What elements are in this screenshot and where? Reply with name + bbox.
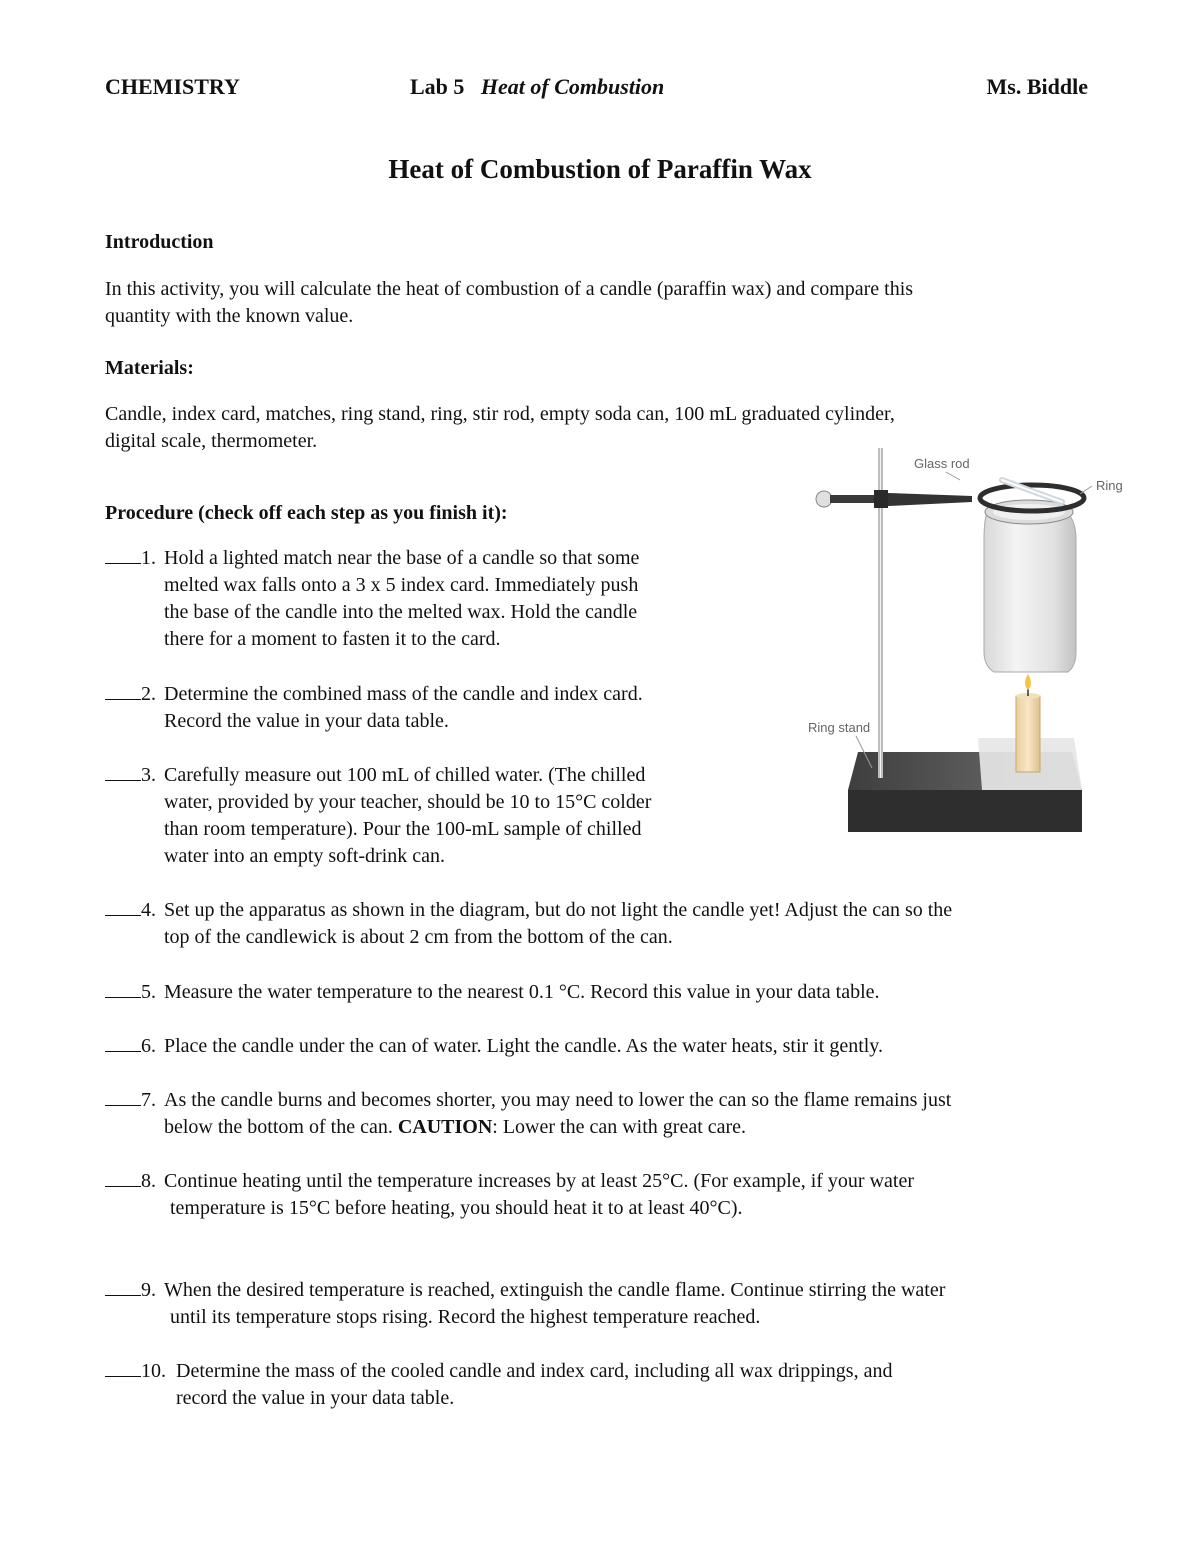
step-number: 1. <box>141 547 156 569</box>
materials-text <box>105 401 895 455</box>
page-title: Heat of Combustion of Paraffin Wax <box>388 154 812 184</box>
step-number: 8. <box>141 1170 156 1192</box>
check-off-blank[interactable] <box>105 764 141 781</box>
step-line: melted wax falls onto a 3 x 5 index card. Immediately push <box>164 574 639 596</box>
step-number: 2. <box>141 683 156 705</box>
step-line: there for a moment to fasten it to the card. <box>164 628 501 650</box>
step-line: Measure the water temperature to the nearest 0.1 °C. Record this value in your data table. <box>164 981 880 1003</box>
lab-title: Heat of Combustion <box>480 74 665 99</box>
step-line: Record the value in your data table. <box>164 710 449 732</box>
glass-rod-leader <box>946 472 960 480</box>
step-number: 10. <box>141 1360 166 1382</box>
step-line: Determine the mass of the cooled candle and index card, including all wax drippings, and <box>176 1360 893 1382</box>
ring-stand-base <box>848 738 1082 832</box>
step-line-text: below the bottom of the can. <box>164 1116 398 1138</box>
step-line <box>164 1114 951 1141</box>
course-name: CHEMISTRY <box>105 74 240 99</box>
introduction-line: In this activity, you will calculate the heat of combustion of a candle (paraffin wax) and compare this <box>105 278 914 300</box>
glass-rod-label: Glass rod <box>914 456 970 471</box>
lab-heading <box>410 74 664 100</box>
procedure-step <box>105 1358 893 1409</box>
step-line: the base of the candle into the melted wax. Hold the candle <box>164 601 638 623</box>
caution-label: CAUTION <box>397 1116 493 1138</box>
step-line: When the desired temperature is reached, extinguish the candle flame. Continue stirring the water <box>164 1279 946 1301</box>
check-off-blank[interactable] <box>105 981 141 998</box>
step-number: 5. <box>141 981 156 1003</box>
step-line: Continue heating until the temperature increases by at least 25°C. (For example, if your water <box>164 1170 914 1192</box>
materials-line: Candle, index card, matches, ring stand, ring, stir rod, empty soda can, 100 mL graduated cylinder, <box>105 403 895 425</box>
introduction-heading: Introduction <box>105 231 214 253</box>
check-off-blank[interactable] <box>105 1360 141 1377</box>
procedure-step <box>105 681 643 732</box>
procedure-step <box>105 762 652 867</box>
procedure-heading: Procedure (check off each step as you finish it): <box>105 502 508 524</box>
step-line: Carefully measure out 100 mL of chilled water. (The chilled <box>164 764 646 786</box>
materials-line: digital scale, thermometer. <box>105 430 318 452</box>
procedure-step <box>105 1087 952 1138</box>
check-off-blank[interactable] <box>105 1035 141 1052</box>
check-off-blank[interactable] <box>105 683 141 700</box>
ring-stand-label: Ring stand <box>808 720 871 735</box>
introduction-line: quantity with the known value. <box>105 305 354 327</box>
step-number: 9. <box>141 1279 156 1301</box>
materials-heading: Materials: <box>105 357 194 379</box>
check-off-blank[interactable] <box>105 547 141 564</box>
procedure-step <box>105 545 640 650</box>
step-line: until its temperature stops rising. Record the highest temperature reached. <box>170 1306 761 1328</box>
ring-label: Ring <box>1096 478 1123 493</box>
procedure-step <box>105 897 953 948</box>
candle <box>1016 674 1040 772</box>
procedure-step <box>105 1033 884 1060</box>
step-line: Place the candle under the can of water. Light the candle. As the water heats, stir it gently. <box>164 1035 884 1057</box>
ring-leader <box>1080 486 1092 494</box>
teacher-name: Ms. Biddle <box>986 74 1088 99</box>
step-line: top of the candlewick is about 2 cm from the bottom of the can. <box>164 926 673 948</box>
step-line: than room temperature). Pour the 100-mL sample of chilled <box>164 818 642 840</box>
step-number: 7. <box>141 1089 156 1111</box>
clamp <box>816 490 972 508</box>
procedure-step <box>105 1277 946 1328</box>
check-off-blank[interactable] <box>105 1089 141 1106</box>
check-off-blank[interactable] <box>105 1170 141 1187</box>
step-line: record the value in your data table. <box>176 1387 455 1409</box>
step-line: temperature is 15°C before heating, you should heat it to at least 40°C). <box>170 1197 743 1219</box>
soda-can <box>984 500 1076 672</box>
apparatus-diagram <box>800 440 1140 870</box>
step-line-text: : Lower the can with great care. <box>492 1116 747 1138</box>
procedure-step <box>105 979 880 1006</box>
step-line: water into an empty soft-drink can. <box>164 845 446 867</box>
introduction-text <box>105 276 913 330</box>
step-line: Set up the apparatus as shown in the diagram, but do not light the candle yet! Adjust the can so the <box>164 899 953 921</box>
procedure-step <box>105 1168 914 1219</box>
step-line: Hold a lighted match near the base of a candle so that some <box>164 547 640 569</box>
step-line: Determine the combined mass of the candle and index card. <box>164 683 643 705</box>
step-line: As the candle burns and becomes shorter, you may need to lower the can so the flame remains just <box>164 1089 952 1111</box>
step-number: 6. <box>141 1035 156 1057</box>
lab-number: Lab 5 <box>410 74 465 99</box>
step-number: 4. <box>141 899 156 921</box>
step-number: 3. <box>141 764 156 786</box>
step-line: water, provided by your teacher, should be 10 to 15°C colder <box>164 791 652 813</box>
check-off-blank[interactable] <box>105 899 141 916</box>
check-off-blank[interactable] <box>105 1279 141 1296</box>
